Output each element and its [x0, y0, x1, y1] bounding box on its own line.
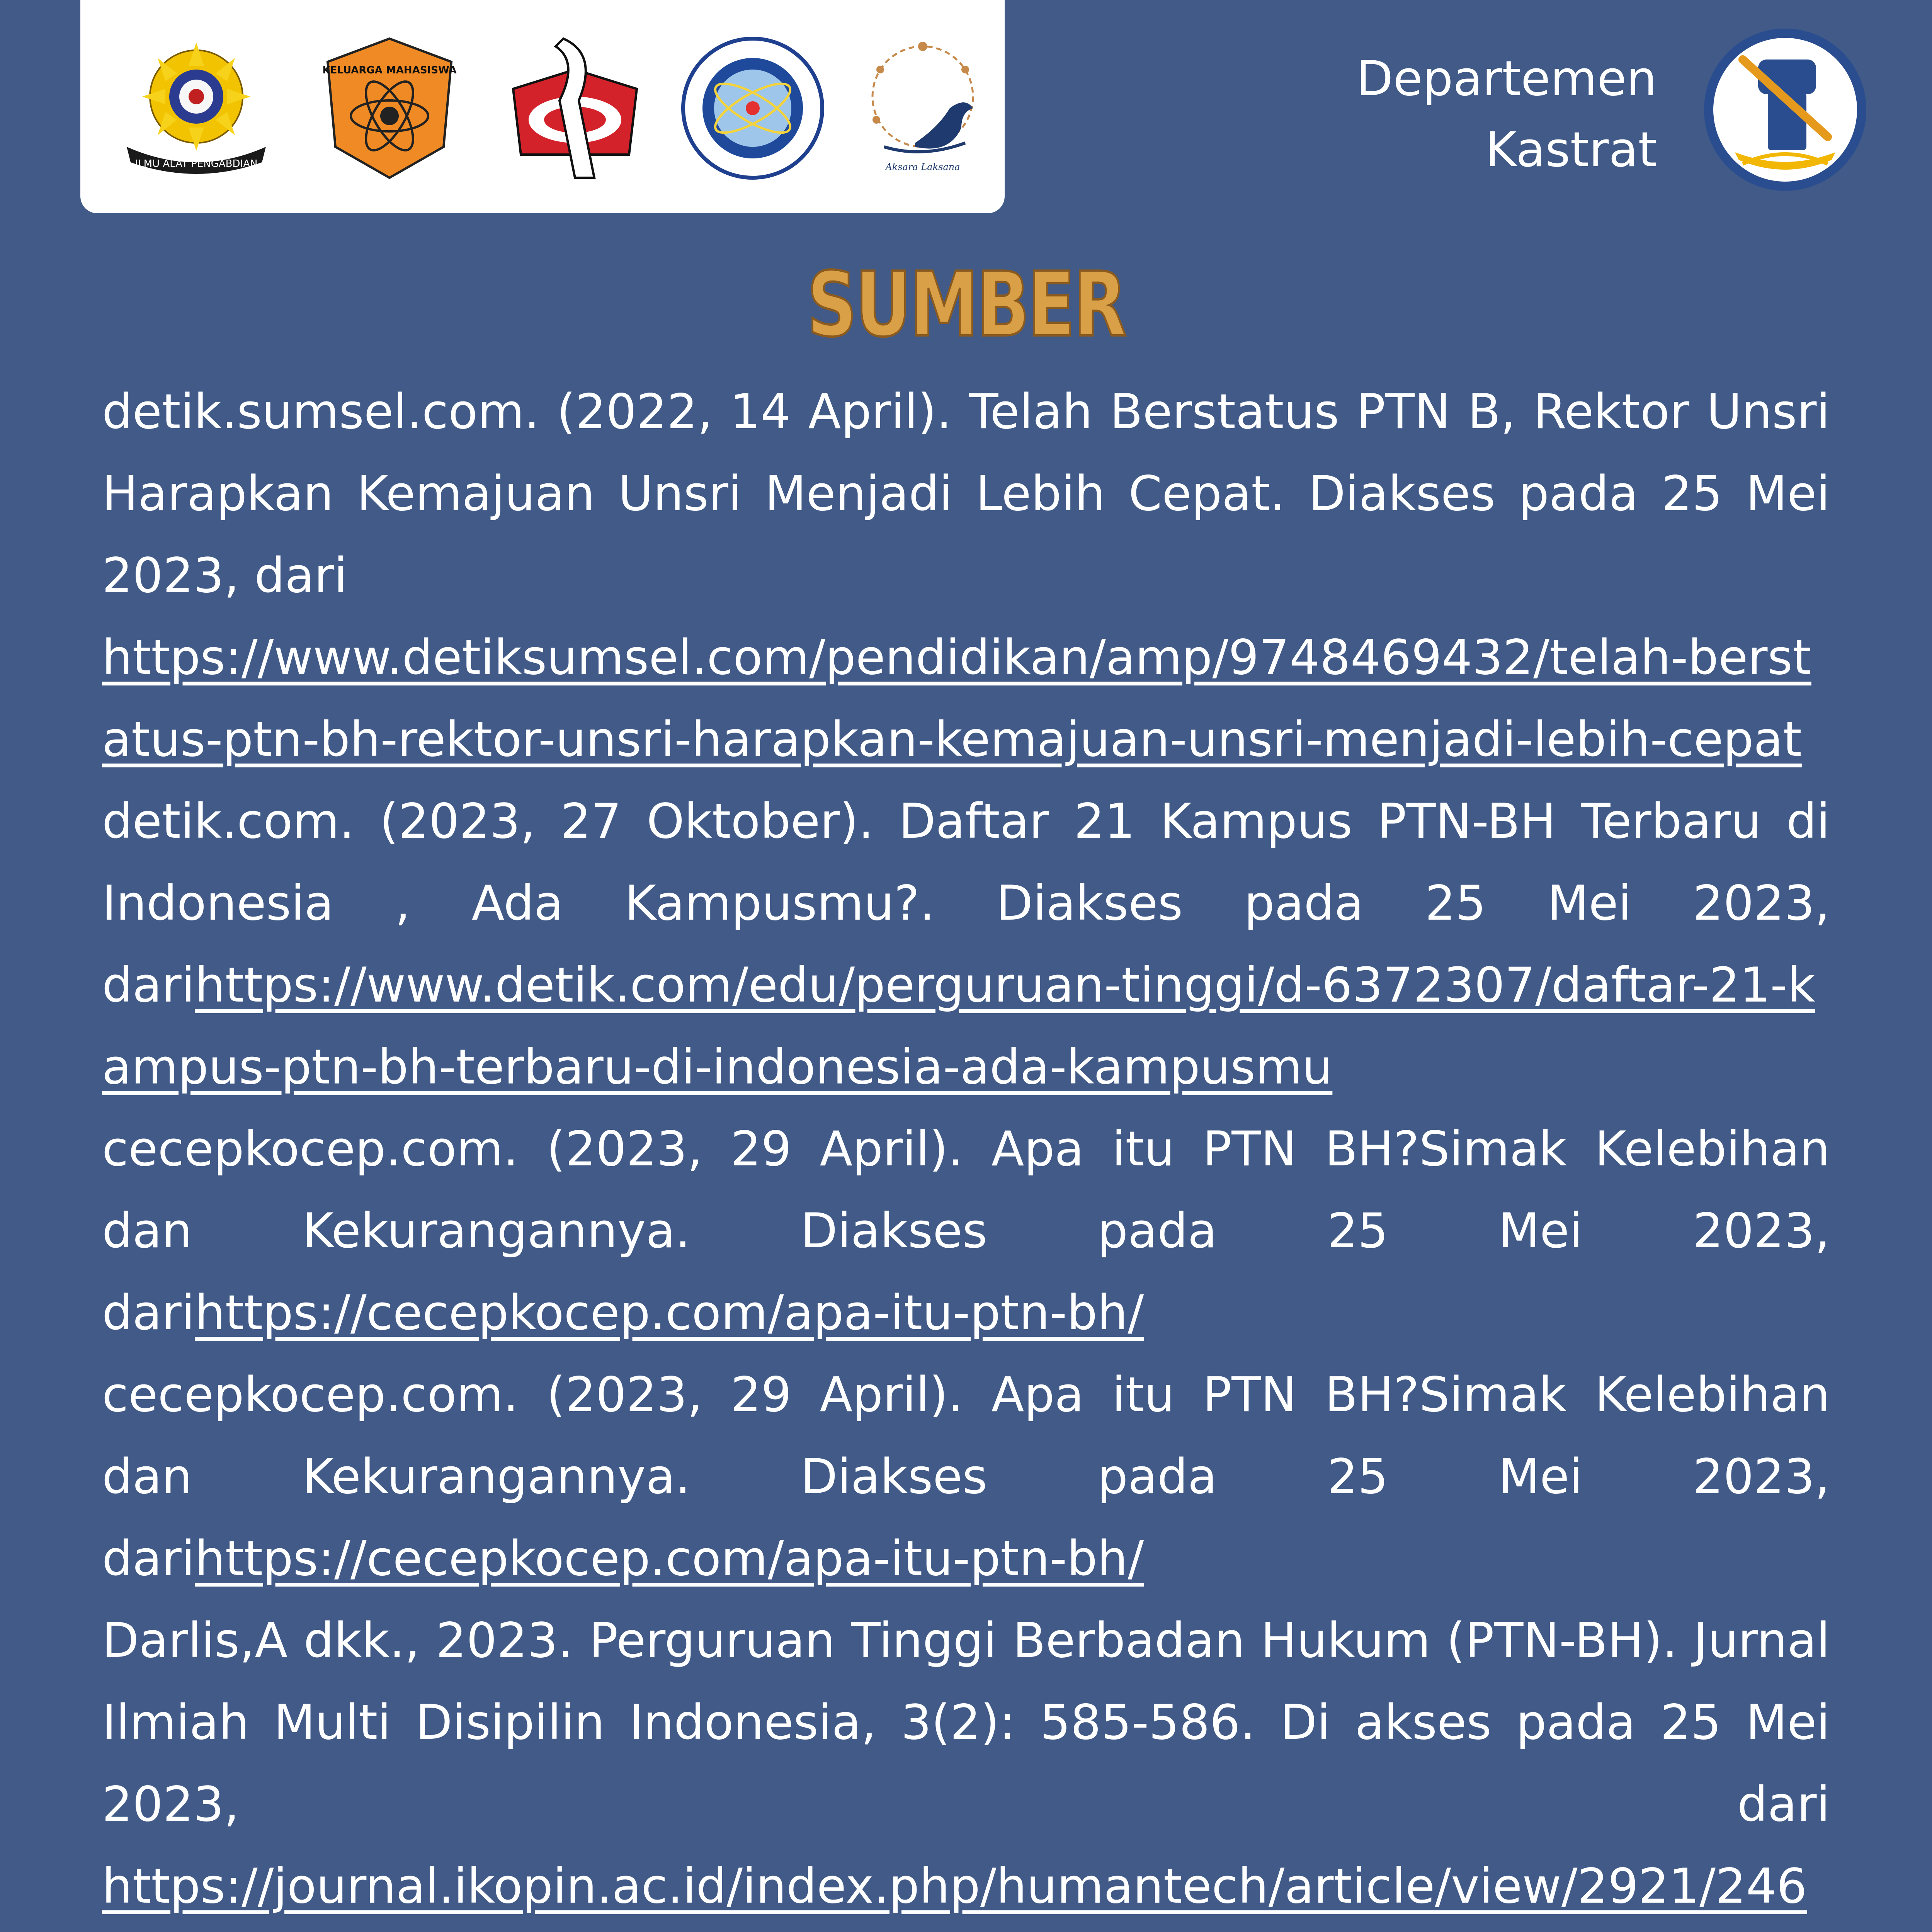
aksara-laksana-logo-icon — [849, 31, 1004, 185]
reference-link[interactable]: https://www.detiksumsel.com/pendidikan/amp/9748469432/telah-berstatus-ptn-bh-rektor-unsri-harapkan-kemajuan-unsri-menjadi-lebih-cepat — [102, 630, 1811, 767]
department-line2: Kastrat — [1485, 122, 1657, 178]
reference-item — [102, 371, 1830, 781]
reference-text: detik.com. (2023, 27 Oktober). Daftar 21 Kampus PTN-BH Terbaru di Indonesia , Ada Kampusmu?. Diakses pada 25 Mei 2023, — [102, 794, 1830, 931]
unsri-caption: ILMU ALAT PENGABDIAN — [135, 158, 258, 170]
logo-card — [80, 0, 1005, 213]
reference-link[interactable]: https://cecepkocep.com/apa-itu-ptn-bh/ — [195, 1531, 1144, 1587]
reference-item — [102, 1354, 1830, 1600]
reference-item — [102, 1108, 1830, 1354]
aksara-caption: Aksara Laksana — [885, 162, 960, 172]
red-emblem-logo-icon — [498, 31, 652, 185]
reference-link[interactable]: https://journal.ikopin.ac.id/index.php/humantech/article/view/2921/246 — [102, 1859, 1807, 1914]
reference-item — [102, 1600, 1830, 1932]
raised-fist-pen-icon — [1700, 25, 1870, 195]
reference-prefix: dari — [102, 1285, 195, 1341]
reference-link[interactable]: https://www.detik.com/edu/perguruan-tinggi/d-6372307/daftar-21-kampus-ptn-bh-terbaru-di-indonesia-ada-kampusmu — [102, 957, 1815, 1095]
department-label — [1356, 43, 1657, 185]
reference-text: detik.sumsel.com. (2022, 14 April). Telah Berstatus PTN B, Rektor Unsri Harapkan Kemajuan Unsri Menjadi Lebih Cepat. Diakses pada 25 Mei 2023, dari — [102, 384, 1830, 604]
department-line1: Departemen — [1356, 51, 1657, 107]
reference-link[interactable]: https://cecepkocep.com/apa-itu-ptn-bh/ — [195, 1285, 1144, 1341]
unsri-logo-icon — [119, 31, 274, 185]
reference-list — [102, 371, 1830, 1932]
reference-text: cecepkocep.com. (2023, 29 April). Apa itu PTN BH?Simak Kelebihan dan Kekurangannya. Diakses pada 25 Mei 2023, — [102, 1367, 1830, 1505]
keluarga-mahasiswa-logo-icon — [312, 31, 467, 185]
reference-text: Darlis,A dkk., 2023. Perguruan Tinggi Berbadan Hukum (PTN-BH). Jurnal Ilmiah Multi Disipilin Indonesia, 3(2): 585-586. Di akses pada 25 Mei 2023, dari — [102, 1613, 1830, 1832]
reference-item — [102, 781, 1830, 1108]
reference-prefix: dari — [102, 1531, 195, 1587]
himafia-logo-icon — [675, 31, 830, 185]
page-title: SUMBER — [807, 253, 1125, 357]
km-caption: KELUARGA MAHASISWA — [322, 65, 457, 76]
reference-text: cecepkocep.com. (2023, 29 April). Apa itu PTN BH?Simak Kelebihan dan Kekurangannya. Diakses pada 25 Mei 2023, — [102, 1121, 1830, 1259]
reference-prefix: dari — [102, 957, 195, 1013]
